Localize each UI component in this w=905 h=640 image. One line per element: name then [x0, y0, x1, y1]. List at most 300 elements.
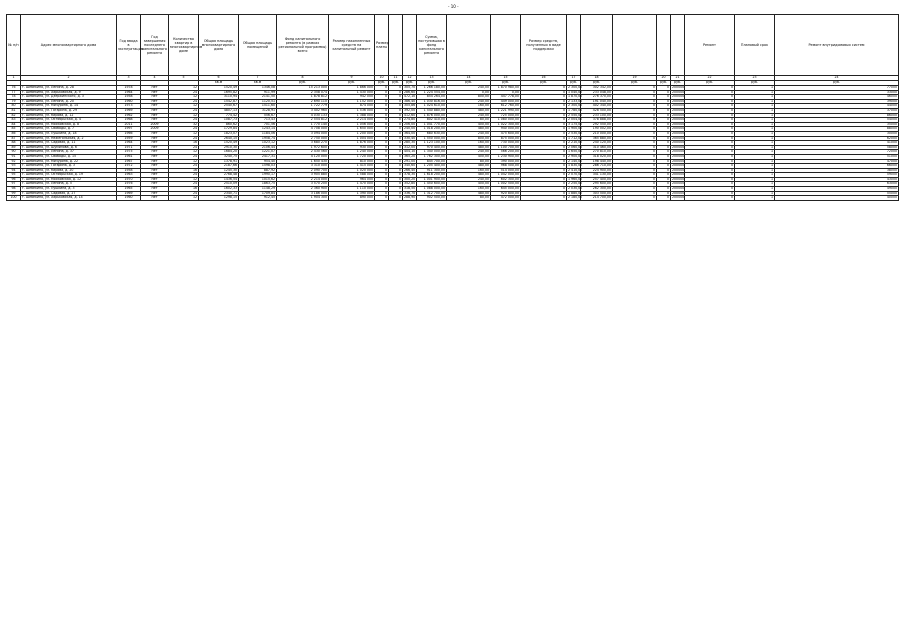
column-header: Адрес многоквартирного дома [21, 15, 117, 76]
table-cell: 24 [169, 90, 199, 95]
column-unit: руб. [389, 81, 403, 86]
table-cell: 0 [613, 154, 657, 159]
column-unit: руб. [685, 81, 735, 86]
column-number: 8 [277, 76, 329, 81]
table-cell: 276 370,00 [581, 95, 613, 100]
table-cell: 1 [735, 90, 775, 95]
table-cell: 336,70 [404, 190, 416, 195]
column-header: Размер средств, полученных в виде поддержки [521, 15, 567, 76]
table-cell: 1 205 400,00 [417, 164, 447, 169]
table-cell: 1 540 880,00 [417, 108, 447, 113]
table-cell: 55000 [775, 191, 899, 196]
table-cell: 911,99 [239, 90, 277, 95]
table-cell: 0 [657, 104, 671, 109]
table-cell: 92 [7, 159, 21, 164]
table-cell: 0 [685, 122, 735, 127]
table-cell: 0 [521, 136, 567, 141]
table-cell: 1969 [117, 191, 141, 196]
table-cell: 3128,91 [239, 108, 277, 113]
table-cell: 1 972 600 [277, 145, 329, 150]
address-cell: г. Шебекино, ул. Харьковская, д. 14 [21, 196, 117, 201]
table-cell: 200000 [672, 121, 685, 126]
table-cell: 2 358 074 [277, 90, 329, 95]
table-cell: 200000 [672, 144, 685, 149]
table-cell: 0 [613, 99, 657, 104]
table-cell: 2 060,00 [568, 144, 583, 149]
table-cell: 0 [389, 86, 403, 91]
table-cell: 2009 [141, 127, 169, 132]
table-cell: 3110,94 [199, 95, 239, 100]
table-cell: 0 [657, 127, 671, 132]
table-cell: 0 [657, 154, 671, 159]
table-cell: 160,00 [447, 141, 491, 146]
table-cell: 4 120 000 [277, 154, 329, 159]
table-cell: 0 [375, 122, 389, 127]
table-cell: 1962 [117, 113, 141, 118]
column-unit: руб. [613, 81, 657, 86]
table-cell: 305,70 [404, 85, 416, 89]
table-cell: 475 600,00 [491, 131, 521, 136]
table-cell: 214 700,00 [581, 196, 613, 201]
table-cell: 2141,50 [239, 95, 277, 100]
table-cell: 274,80 [404, 117, 416, 122]
table-cell: 0 [521, 131, 567, 136]
address-cell: г. Шебекино, ул. Московская, д. 8 [21, 122, 117, 127]
table-cell: 0 [685, 136, 735, 141]
table-cell: 240,00 [447, 177, 491, 182]
table-cell: нет [141, 118, 169, 123]
table-cell: 0 [389, 141, 403, 146]
table-cell: 91 [7, 154, 21, 159]
table-cell: 0 [685, 164, 735, 169]
table-cell: 1520,49 [199, 86, 239, 91]
table-cell: 1 110 000 [329, 187, 375, 192]
table-cell: 449 000,00 [491, 99, 521, 104]
column-header: Размер платы [375, 15, 389, 76]
table-cell: 16 [169, 141, 199, 146]
column-number: 7 [239, 76, 277, 81]
table-cell: 1973 [117, 104, 141, 109]
table-cell: 206,00 [404, 121, 416, 126]
column-unit: руб. [403, 81, 417, 86]
table-cell: 0 [657, 196, 671, 201]
table-cell: 63000 [775, 182, 899, 187]
table-cell: нет [141, 187, 169, 192]
table-cell: 1 [735, 168, 775, 173]
table-cell: 0 [657, 122, 671, 127]
table-cell: нет [141, 154, 169, 159]
table-cell: 0 [685, 86, 735, 91]
table-cell: 0 [375, 154, 389, 159]
table-cell: 43000 [775, 177, 899, 182]
table-cell: 1958,74 [239, 136, 277, 141]
column-header: Фонд капитального ремонта (в рамках региональной программы) всего [277, 15, 329, 76]
address-cell: г. Шебекино, ул. Садовая, д. 11 [21, 141, 117, 146]
table-cell: 400,00 [447, 122, 491, 127]
column-number: 17 [567, 76, 581, 81]
table-cell: 200000 [672, 190, 685, 195]
table-cell: 0 [685, 99, 735, 104]
table-cell: 95 [7, 173, 21, 178]
table-cell: 1 650 430 [277, 159, 329, 164]
table-cell: 240 120,00 [581, 141, 613, 146]
table-cell: 0 [389, 104, 403, 109]
table-cell: 0 [521, 99, 567, 104]
table-cell: 1 [735, 122, 775, 127]
table-cell: нет [141, 90, 169, 95]
table-cell: 1 001 900,00 [417, 177, 447, 182]
table-cell: 0 [685, 113, 735, 118]
table-cell: 86000 [775, 113, 899, 118]
table-cell: 1958 [117, 168, 141, 173]
column-number: 11 [389, 76, 403, 81]
table-cell: 0 [685, 173, 735, 178]
table-cell: 1990,17 [239, 173, 277, 178]
table-cell: 602 300,00 [491, 177, 521, 182]
table-cell: 645 000,00 [491, 187, 521, 192]
table-cell: 1 080 000,00 [491, 118, 521, 123]
table-cell: 15 213 000 [277, 86, 329, 91]
table-cell: 1511,60 [239, 104, 277, 109]
table-cell: 890 000 [329, 196, 375, 201]
table-cell: 0 [521, 177, 567, 182]
table-cell: 1 536 000 [329, 108, 375, 113]
table-cell: 2 210,00 [568, 140, 583, 145]
table-body [7, 86, 899, 201]
table-cell: 2 140,00 [568, 158, 583, 163]
column-unit: руб. [671, 81, 685, 86]
table-cell: 472,10 [404, 94, 416, 99]
table-cell: 24 [169, 118, 199, 123]
table-cell: 1 [735, 141, 775, 146]
table-cell: 1436,54 [199, 177, 239, 182]
table-cell: 0 [657, 118, 671, 123]
table-cell: 1 [735, 164, 775, 169]
column-header: Количество квартир в многоквартирном доме [169, 15, 199, 76]
table-cell: 400,00 [447, 154, 491, 159]
table-cell: 12 [169, 104, 199, 109]
table-cell: 0 [657, 113, 671, 118]
column-header [657, 15, 671, 76]
table-cell: 312,00 [404, 144, 416, 149]
table-cell: 1964 [117, 141, 141, 146]
table-cell: 2009 [141, 122, 169, 127]
table-cell: 400,00 [447, 182, 491, 187]
table-cell: 100 [7, 196, 21, 201]
table-cell: 1 340 000,00 [417, 150, 447, 155]
table-cell: нет [141, 131, 169, 136]
table-cell: 1 550 000,00 [417, 136, 447, 141]
table-cell: 24 [169, 99, 199, 104]
column-number: 22 [685, 76, 735, 81]
table-cell: 0 [389, 173, 403, 178]
column-unit: руб. [521, 81, 567, 86]
table-cell: 0 [375, 187, 389, 192]
table-cell: 1 266 180,00 [417, 86, 447, 91]
table-cell: 288,90 [404, 195, 416, 200]
table-cell: 318,50 [404, 186, 416, 191]
table-cell: 0 [685, 145, 735, 150]
table-cell: 82 [7, 113, 21, 118]
table-cell: 1 722 779 [277, 104, 329, 109]
table-cell: 701,56 [239, 122, 277, 127]
table-cell: 0 [521, 168, 567, 173]
table-cell: 2 550,00 [568, 112, 583, 117]
table-cell: нет [141, 182, 169, 187]
table-cell: 0 [375, 173, 389, 178]
table-cell: 84 [7, 122, 21, 127]
table-cell: 0 [657, 131, 671, 136]
table-cell: 160,00 [447, 168, 491, 173]
table-cell: 1 960,00 [568, 176, 583, 181]
table-cell: 200000 [672, 107, 685, 112]
table-cell: 0 [657, 99, 671, 104]
table-cell: 1961 [117, 154, 141, 159]
table-cell: 266,40 [404, 167, 416, 172]
table-cell: 0 [685, 154, 735, 159]
table-cell: 0 [657, 164, 671, 169]
table-cell: 200000 [672, 117, 685, 122]
address-cell: г. Шебекино, ул. Свободы, д. 15 [21, 154, 117, 159]
table-cell: 81 [7, 108, 21, 113]
table-cell: 1520,49 [199, 141, 239, 146]
table-cell: 920 800,00 [491, 191, 521, 196]
table-cell: 89 [7, 145, 21, 150]
table-cell: 1 712,00 [568, 135, 583, 140]
table-cell: 0 [685, 150, 735, 155]
table-cell: 1602,33 [199, 187, 239, 192]
table-cell: 0 [613, 113, 657, 118]
table-cell: 200000 [672, 98, 685, 103]
table-cell: 0 [521, 164, 567, 169]
table-cell: 1 650,00 [568, 149, 583, 154]
table-cell: 0 [613, 86, 657, 91]
table-cell: 85 [7, 127, 21, 132]
table-cell: 1 720 000 [329, 154, 375, 159]
table-cell: 1960 [117, 99, 141, 104]
table-cell: 942 000 [329, 95, 375, 100]
table-cell: 854 264,00 [417, 95, 447, 100]
table-cell: 59000 [775, 173, 899, 178]
address-cell: г. Шебекино, ул. Ленина, д. 5 [21, 182, 117, 187]
table-cell: нет [141, 95, 169, 100]
table-cell: 2910,30 [199, 145, 239, 150]
column-unit: руб. [447, 81, 491, 86]
table-cell: 845 700,00 [417, 159, 447, 164]
table-cell: 1 [735, 113, 775, 118]
table-cell: 0 [375, 86, 389, 91]
table-cell: нет [141, 136, 169, 141]
table-cell: 200000 [672, 85, 685, 89]
table-cell: 1 [735, 136, 775, 141]
table-cell: 1 224 554,00 [417, 90, 447, 95]
table-cell: 0 [685, 168, 735, 173]
table-cell: 2106,44 [239, 145, 277, 150]
column-header [403, 15, 417, 76]
address-cell: г. Шебекино, ул. Гагарина, д. 29 [21, 108, 117, 113]
table-cell: 3 310 000 [277, 164, 329, 169]
table-cell: 62000 [775, 136, 899, 141]
table-cell: 200000 [672, 181, 685, 186]
table-cell: 0 [657, 136, 671, 141]
table-cell: 80 [7, 104, 21, 109]
table-cell: 200000 [672, 135, 685, 140]
column-number: 10 [375, 76, 389, 81]
column-number: 9 [329, 76, 375, 81]
table-cell: 1966 [117, 131, 141, 136]
table-cell: 0 [521, 159, 567, 164]
column-header: Общая площадь многоквартирного дома [199, 15, 239, 76]
table-cell: 16 [169, 168, 199, 173]
table-cell: 0 [657, 90, 671, 95]
table-cell: 0 [613, 136, 657, 141]
table-cell: 0 [657, 182, 671, 187]
table-cell: 1863,75 [239, 182, 277, 187]
table-cell: 1 040,00 [568, 89, 583, 94]
table-cell: 200000 [672, 153, 685, 158]
table-cell: 0 [685, 104, 735, 109]
table-cell: 1 900,00 [568, 126, 583, 131]
table-cell: 0 [521, 173, 567, 178]
table-cell: 3 570 200 [277, 182, 329, 187]
table-cell: 302 342,00 [581, 86, 613, 91]
table-cell: 0 [613, 104, 657, 109]
table-cell: 0 [521, 196, 567, 201]
table-cell: 1 [735, 159, 775, 164]
table-cell: 1 100 700,00 [491, 145, 521, 150]
table-cell: 713,43 [239, 118, 277, 123]
table-cell: 77000 [775, 86, 899, 91]
table-cell: 1 [735, 196, 775, 201]
table-cell: 0 [389, 150, 403, 155]
table-cell: нет [141, 159, 169, 164]
table-cell: 0 [613, 145, 657, 150]
table-cell: 200000 [672, 149, 685, 154]
table-cell: 200000 [672, 140, 685, 145]
table-cell: 0 [375, 150, 389, 155]
table-cell: 1972 [117, 164, 141, 169]
column-unit: кв.м [199, 81, 239, 86]
table-cell: 24 [169, 191, 199, 196]
table-cell: 303 500,00 [581, 191, 613, 196]
table-cell: 1 618 200,00 [417, 173, 447, 178]
table-cell: 0 [657, 177, 671, 182]
table-cell: 0 [375, 168, 389, 173]
column-number: 24 [775, 76, 899, 81]
table-cell: 12 [169, 113, 199, 118]
table-cell: 0 [375, 182, 389, 187]
table-cell: 24 [169, 136, 199, 141]
table-cell: 12 [169, 159, 199, 164]
table-cell: 0 [657, 145, 671, 150]
table-cell: 556,67 [239, 113, 277, 118]
table-cell: 200000 [672, 186, 685, 191]
column-number: 13 [417, 76, 447, 81]
table-cell: нет [141, 191, 169, 196]
table-cell: 1542,87 [199, 99, 239, 104]
table-cell: 0 [521, 187, 567, 192]
table-cell: 1969 [117, 108, 141, 113]
table-cell: 262 300,00 [581, 187, 613, 192]
table-cell: 33000 [775, 90, 899, 95]
column-header: Ремонт внутридомовых систем [775, 15, 899, 76]
table-cell: 2 214 000 [277, 177, 329, 182]
table-cell: 1015,62 [239, 177, 277, 182]
table-cell: 0 [613, 127, 657, 132]
table-cell: 800,00 [447, 136, 491, 141]
column-number: 18 [581, 76, 613, 81]
table-cell: 1 470 000 [329, 182, 375, 187]
table-cell: 318 020,00 [581, 154, 613, 159]
table-cell: 680 630,00 [417, 131, 447, 136]
table-cell: 0 [389, 131, 403, 136]
table-cell: 0 [613, 131, 657, 136]
table-cell: 24 [169, 164, 199, 169]
table-cell: 0 [389, 159, 403, 164]
table-cell: 902 500,00 [417, 196, 447, 201]
table-cell: 800,00 [447, 95, 491, 100]
table-cell: 0 [657, 187, 671, 192]
table-cell: 292 550,00 [581, 122, 613, 127]
table-cell: 0 [657, 150, 671, 155]
address-cell: г. Шебекино, ул. Пушкина, д. 3 [21, 187, 117, 192]
table-cell: 0 [375, 136, 389, 141]
table-cell: 51000 [775, 154, 899, 159]
table-cell: 1 876 000 [329, 141, 375, 146]
table-cell: 1 [735, 95, 775, 100]
address-cell: г. Шебекино, ул. Харьковская, д. 9 [21, 90, 117, 95]
table-cell: 24 [169, 154, 199, 159]
table-cell: 0 [613, 141, 657, 146]
table-cell: 1970 [117, 177, 141, 182]
table-cell: 1968 [117, 118, 141, 123]
table-cell: 12 [169, 86, 199, 91]
table-cell: 77 [7, 90, 21, 95]
column-unit: руб. [417, 81, 447, 86]
table-cell: 295 600,00 [581, 182, 613, 187]
column-unit: кв.м [239, 81, 277, 86]
table-cell: 200000 [672, 103, 685, 108]
table-cell: 1971 [117, 145, 141, 150]
table-cell: 1 450 600,00 [417, 182, 447, 187]
column-unit: руб. [581, 81, 613, 86]
table-cell: 2 180,00 [568, 195, 583, 200]
table-cell: 0 [389, 118, 403, 123]
table-cell: 0 [613, 122, 657, 127]
table-cell: 1 430 000 [329, 90, 375, 95]
table-cell: 1 870,00 [568, 94, 583, 99]
table-cell: 365,20 [404, 153, 416, 158]
table-cell: 1978 [117, 86, 141, 91]
table-cell: 198 440,00 [581, 159, 613, 164]
column-unit: руб. [567, 81, 581, 86]
table-cell: 0 [521, 90, 567, 95]
address-cell: г. Шебекино, ул. Шумилова, д. 6 [21, 145, 117, 150]
table-cell: 480,00 [447, 127, 491, 132]
table-cell: 365 880,00 [581, 136, 613, 141]
column-unit: руб. [277, 81, 329, 86]
column-number: 23 [735, 76, 775, 81]
table-cell: 37000 [775, 108, 899, 113]
table-cell: 378 888,00 [581, 118, 613, 123]
table-cell: 1023,12 [239, 141, 277, 146]
table-cell: 39000 [775, 99, 899, 104]
table-cell: 0 [375, 118, 389, 123]
table-cell: 0 [375, 164, 389, 169]
table-cell: 300,20 [404, 176, 416, 181]
table-cell: 0 [613, 95, 657, 100]
table-cell: 1695,82 [199, 90, 239, 95]
